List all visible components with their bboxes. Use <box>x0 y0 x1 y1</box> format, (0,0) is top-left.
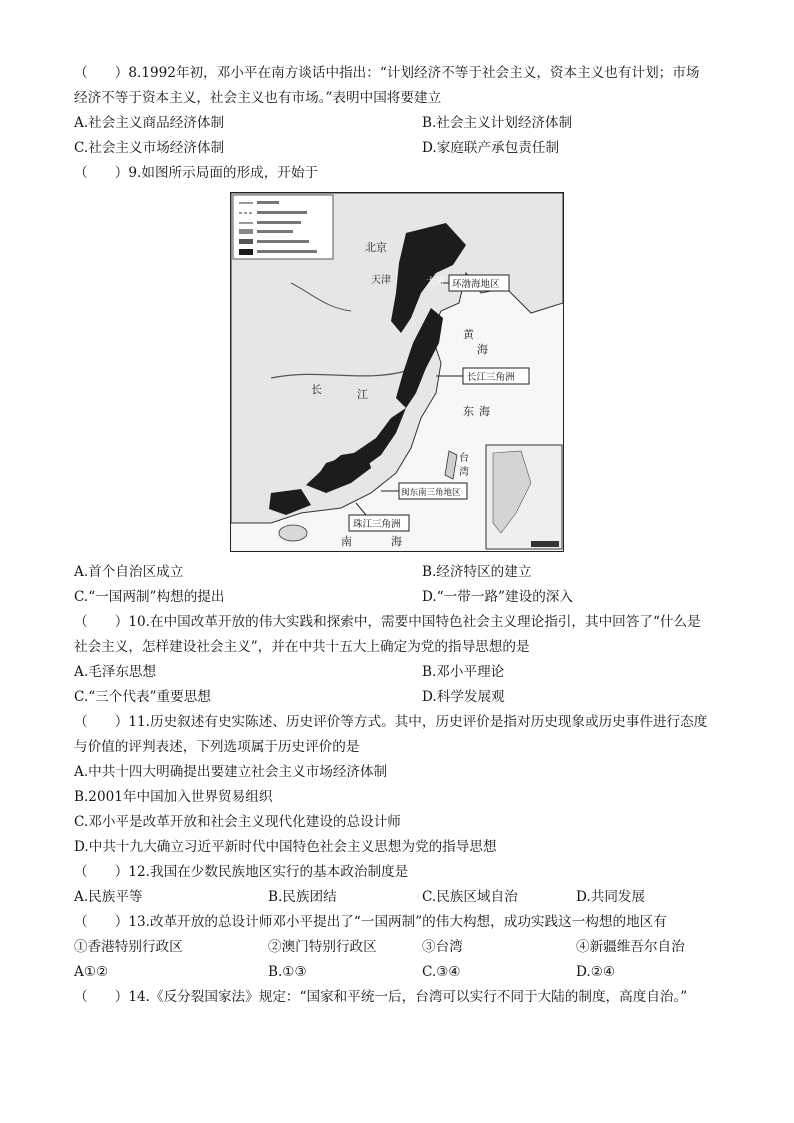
q13-option-a[interactable]: A①② <box>74 964 109 980</box>
map-label-dong: 东 <box>463 405 474 418</box>
answer-paren[interactable]: （ ） <box>74 65 129 81</box>
q9-option-b[interactable]: B.经济特区的建立 <box>422 564 532 580</box>
map-label-minnan: 闽东南三角地区 <box>401 488 461 498</box>
question-8-stem-line2: 经济不等于资本主义，社会主义也有市场。”表明中国将要建立 <box>74 90 442 106</box>
map-label-jiang: 江 <box>357 388 368 401</box>
map-label-hai-1: 海 <box>477 343 488 356</box>
question-11-stem-line2: 与价值的评判表述，下列选项属于历史评价的是 <box>74 739 360 755</box>
q9-option-a[interactable]: A.首个自治区成立 <box>74 564 184 580</box>
answer-paren[interactable]: （ ） <box>74 989 129 1005</box>
q8-option-d[interactable]: D.家庭联产承包责任制 <box>422 140 560 156</box>
map-label-tai: 台 <box>459 453 469 464</box>
q13-item-2: ②澳门特别行政区 <box>268 939 377 955</box>
map-label-pearl-delta: 珠江三角洲 <box>353 519 401 530</box>
answer-paren[interactable]: （ ） <box>74 614 129 630</box>
stem-text: 14.《反分裂国家法》规定：“国家和平统一后，台湾可以实行不同于大陆的制度，高度自治。” <box>128 989 688 1005</box>
q13-option-d[interactable]: D.②④ <box>576 964 616 980</box>
map-label-hai-2: 海 <box>479 405 490 418</box>
q12-option-c[interactable]: C.民族区域自治 <box>422 889 518 905</box>
answer-paren[interactable]: （ ） <box>74 864 129 880</box>
q13-option-b[interactable]: B.①③ <box>268 964 307 980</box>
question-11-stem-line1 <box>74 713 724 731</box>
q11-option-c[interactable]: C.邓小平是改革开放和社会主义现代化建设的总设计师 <box>74 814 401 830</box>
q8-option-c[interactable]: C.社会主义市场经济体制 <box>74 140 225 156</box>
map-label-chang: 长 <box>311 383 322 396</box>
question-14-stem <box>74 988 724 1006</box>
stem-text: 10.在中国改革开放的伟大实践和探索中，需要中国特色社会主义理论指引，其中回答了“什么是 <box>128 614 701 630</box>
q13-item-4: ④新疆维吾尔自治 <box>576 939 685 955</box>
q9-option-c[interactable]: C.“一国两制”构想的提出 <box>74 589 225 605</box>
stem-text: 13.改革开放的总设计师邓小平提出了“一国两制”的伟大构想，成功实践这一构想的地区有 <box>128 914 667 930</box>
answer-paren[interactable]: （ ） <box>74 165 129 181</box>
q11-option-d[interactable]: D.中共十九大确立习近平新时代中国特色社会主义思想为党的指导思想 <box>74 839 497 855</box>
answer-paren[interactable]: （ ） <box>74 914 129 930</box>
q10-option-c[interactable]: C.“三个代表”重要思想 <box>74 689 211 705</box>
q8-option-b[interactable]: B.社会主义计划经济体制 <box>422 115 573 131</box>
economic-zones-map <box>230 192 564 552</box>
q10-option-b[interactable]: B.邓小平理论 <box>422 664 505 680</box>
question-8-stem-line1 <box>74 64 724 82</box>
map-label-wan: 湾 <box>459 467 469 478</box>
answer-paren[interactable]: （ ） <box>74 714 129 730</box>
question-10-stem-line2: 社会主义，怎样建设社会主义”，并在中共十五大上确定为党的指导思想的是 <box>74 639 530 655</box>
q12-option-d[interactable]: D.共同发展 <box>576 889 646 905</box>
map-label-dalian: 大连 <box>426 277 446 288</box>
question-9-stem <box>74 164 724 182</box>
map-label-nan: 南 <box>341 535 352 548</box>
q13-item-3: ③台湾 <box>422 939 463 955</box>
map-label-yangtze-delta: 长江三角洲 <box>467 372 515 383</box>
question-13-stem <box>74 913 724 931</box>
stem-text: 12.我国在少数民族地区实行的基本政治制度是 <box>128 864 409 880</box>
map-label-tianjin: 天津 <box>371 275 391 286</box>
stem-text: 8.1992年初，邓小平在南方谈话中指出：“计划经济不等于社会主义，资本主义也有计划；市场 <box>128 65 700 81</box>
map-label-huang: 黄 <box>463 328 474 341</box>
q12-option-b[interactable]: B.民族团结 <box>268 889 337 905</box>
map-label-hai-3: 海 <box>391 535 402 548</box>
stem-text: 9.如图所示局面的形成，开始于 <box>128 165 319 181</box>
question-12-stem <box>74 863 724 881</box>
q9-option-d[interactable]: D.“一带一路”建设的深入 <box>422 589 573 605</box>
q12-option-a[interactable]: A.民族平等 <box>74 889 143 905</box>
q11-option-b[interactable]: B.2001年中国加入世界贸易组织 <box>74 789 273 805</box>
q10-option-d[interactable]: D.科学发展观 <box>422 689 505 705</box>
map-label-bohai: 环渤海地区 <box>452 279 500 290</box>
q13-item-1: ①香港特别行政区 <box>74 939 183 955</box>
q8-option-a[interactable]: A.社会主义商品经济体制 <box>74 115 225 131</box>
q10-option-a[interactable]: A.毛泽东思想 <box>74 664 157 680</box>
q11-option-a[interactable]: A.中共十四大明确提出要建立社会主义市场经济体制 <box>74 764 388 780</box>
question-10-stem-line1 <box>74 613 724 631</box>
q13-option-c[interactable]: C.③④ <box>422 964 461 980</box>
map-label-beijing: 北京 <box>365 241 387 254</box>
stem-text: 11.历史叙述有史实陈述、历史评价等方式。其中，历史评价是指对历史现象或历史事件进行态度 <box>128 714 708 730</box>
